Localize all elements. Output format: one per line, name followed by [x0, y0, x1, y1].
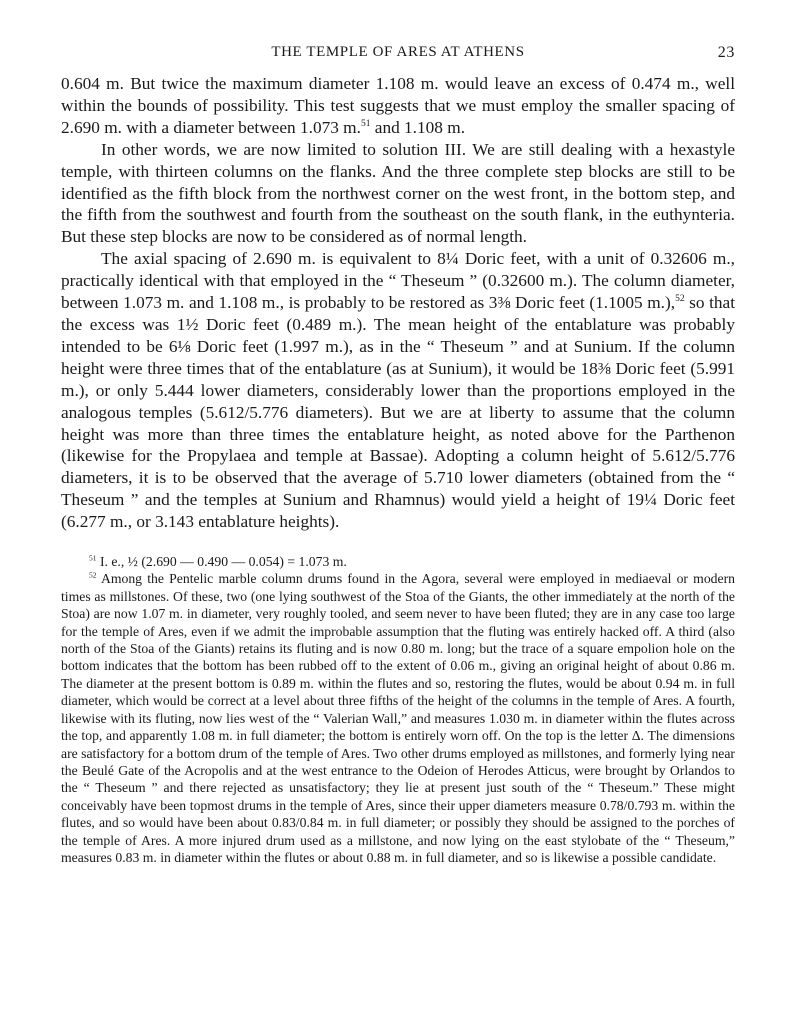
footnote-ref-51: 51: [360, 119, 371, 130]
running-header: [61, 40, 735, 68]
footnote-51-text: I. e., ½ (2.690 — 0.490 — 0.054) = 1.073 m.: [96, 554, 347, 570]
footnote-ref-52: 52: [675, 294, 685, 305]
footnotes: [61, 553, 735, 866]
running-title: THE TEMPLE OF ARES AT ATHENS: [271, 44, 525, 60]
footnote-52-text: Among the Pentelic marble column drums found in the Agora, several were employed in mediaeval or modern times as millstones. Of these, two (one lying southwest of the Stoa of the Giants, the other immediately at the north of the Stoa) are now 1.07 m. in diameter, very roughly tooled, and seem never to have been fluted; they are in any case too large for the temple of Ares, even if we admit the improbable assumption that the fluting was entirely hacked off. A third (also north of the Stoa of the Giants) retains its fluting and is now 0.80 m. long; but the trace of a square empolion hole on the bottom indicates that the bottom has been rubbed off to the extent of 0.06 m., giving an original height of about 0.86 m. The diameter at the present bottom is 0.89 m. within the flutes and so, restoring the flutes, would be about 0.94 m. in full diameter, which would be correct at a level about three fifths of the height of the columns in the temple of Ares. A fourth, likewise with its fluting, now lies west of the “ Valerian Wall,” and measures 1.030 m. in diameter within the flutes across the top, and apparently 1.08 m. in full diameter; the bottom is entirely worn off. On the top is the letter Δ. The dimensions are satisfactory for a bottom drum of the temple of Ares. Two other drums employed as millstones, and formerly lying near the Beulé Gate of the Acropolis and at the west entrance to the Odeion of Herodes Atticus, were brought by Orlandos to the “ Theseum ” and there rejected as unsatisfactory; they lie at present just south of the “ Theseum.” These might conceivably have been topmost drums in the temple of Ares, since their upper diameters measure 0.78/0.793 m. within the flutes, and so would have been about 0.83/0.84 m. in full diameter; or possibly they should be assigned to the porches of the temple of Ares. A more injured drum used as a millstone, and now lying on the east stylobate of the “ Theseum,” measures 0.83 m. in diameter within the flutes or about 0.88 m. in full diameter, and so is likewise a possible candidate.: [61, 571, 735, 865]
paragraph-3-text-b: so that the excess was 1½ Doric feet (0.489 m.). The mean height of the entablature was probably intended to be 6⅛ Doric feet (1.997 m.), as in the “ Theseum ” and at Sunium. If the column height were three times that of the entablature (as at Sunium), it would be 18⅜ Doric feet (5.991 m.), or only 5.444 lower diameters, considerably lower than the proportions employed in the analogous temples (5.612/5.776 diameters). But we are at liberty to assume that the column height was more than three times the entablature height, as noted above for the Parthenon (likewise for the Propylaea and temple at Bassae). Adopting a column height of 5.612/5.776 diameters, it is to be observed that the average of 5.710 lower diameters (obtained from the “ Theseum ” and the temples at Sunium and Rhamnus) would yield a height of 19¼ Doric feet (6.277 m., or 3.143 entablature heights).: [61, 293, 736, 532]
paragraph-3: [61, 248, 735, 533]
footnote-51: [61, 553, 735, 570]
paragraph-1-text: 0.604 m. But twice the maximum diameter 1.108 m. would leave an excess of 0.474 m., well within the bounds of possibility. This test suggests that we must employ the smaller spacing of 2.690 m. with a diameter between 1.073 m.: [61, 74, 735, 137]
footnote-51-number: 51: [89, 553, 97, 563]
paragraph-1-tail: and 1.108 m.: [370, 117, 466, 137]
page: [61, 40, 735, 866]
paragraph-1: [61, 73, 735, 139]
paragraph-2: In other words, we are now limited to solution III. We are still dealing with a hexastyle temple, with thirteen columns on the flanks. And the three complete step blocks are still to be identified as the fifth block from the northwest corner on the west front, in the bottom step, and the fifth from the southwest and fourth from the southeast on the south flank, in the euthynteria. But these step blocks are now to be considered as of normal length.: [61, 139, 735, 247]
footnote-52: [61, 570, 735, 866]
footnote-52-number: 52: [89, 570, 97, 580]
body-text: [61, 73, 735, 533]
paragraph-3-text-a: The axial spacing of 2.690 m. is equivalent to 8¼ Doric feet, with a unit of 0.32606 m., practically identical with that employed in the “ Theseum ” (0.32600 m.). The column diameter, between 1.073 m. and 1.108 m., is probably to be restored as 3⅜ Doric feet (1.1005 m.),: [61, 249, 735, 313]
page-number: 23: [717, 44, 735, 61]
